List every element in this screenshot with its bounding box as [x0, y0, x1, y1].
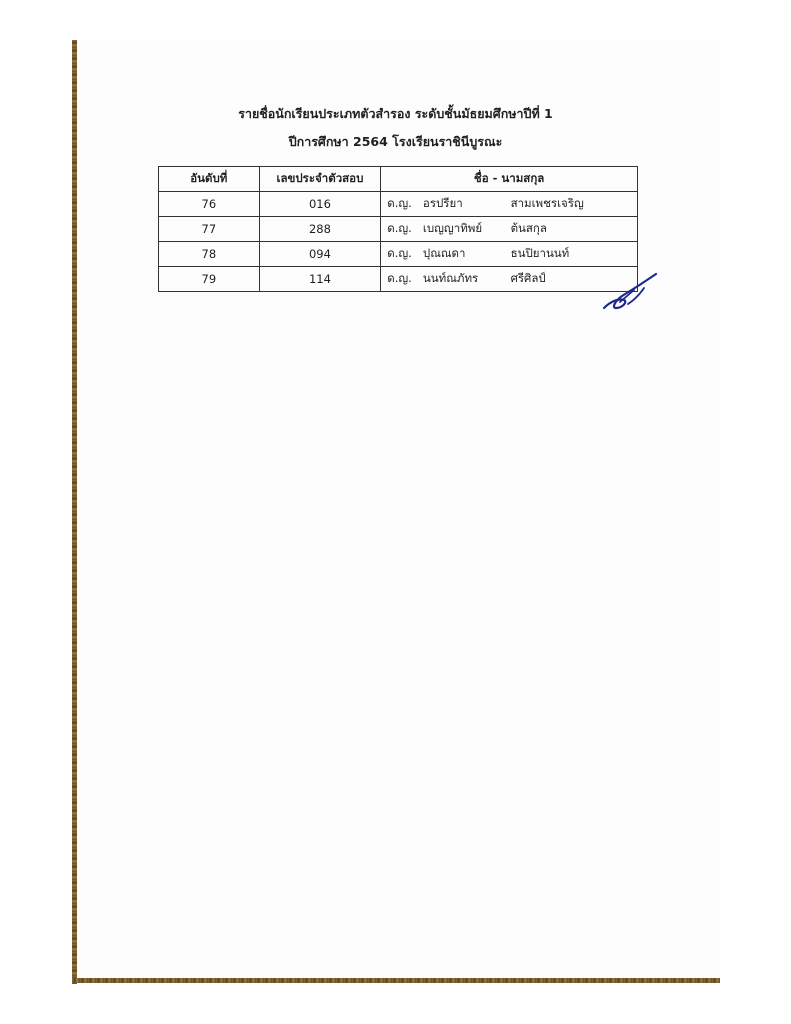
last-name: ธนปิยานนท์ [510, 246, 570, 260]
header-name: ชื่อ - นามสกุล [381, 167, 638, 192]
document-subtitle: ปีการศึกษา 2564 โรงเรียนราชินีบูรณะ [288, 134, 503, 149]
rank-cell: 76 [159, 192, 260, 217]
name-prefix: ด.ญ. [387, 196, 412, 210]
exam-id-cell: 114 [259, 267, 381, 292]
name-cell [381, 242, 638, 267]
name-cell [381, 192, 638, 217]
exam-id-cell: 094 [259, 242, 381, 267]
rank-cell: 77 [159, 217, 260, 242]
table-header-row [159, 167, 638, 192]
first-name: เบญญาทิพย์ [422, 221, 483, 235]
scan-bottom-edge [72, 978, 720, 983]
table-row [159, 192, 638, 217]
name-prefix: ด.ญ. [387, 221, 412, 235]
document-title: รายชื่อนักเรียนประเภทตัวสำรอง ระดับชั้นมัธยมศึกษาปีที่ 1 [238, 106, 553, 121]
first-name: นนท์ณภัทร [422, 271, 479, 285]
reserve-student-table [158, 166, 638, 292]
last-name: สามเพชรเจริญ [510, 196, 584, 210]
header-rank: อันดับที่ [159, 167, 260, 192]
handwritten-signature-icon [600, 272, 660, 314]
first-name: อรปรียา [422, 196, 463, 210]
rank-cell: 79 [159, 267, 260, 292]
header-exam-id: เลขประจำตัวสอบ [259, 167, 381, 192]
name-cell [381, 217, 638, 242]
name-cell [381, 267, 638, 292]
name-prefix: ด.ญ. [387, 246, 412, 260]
table-row [159, 217, 638, 242]
first-name: ปุณณดา [422, 246, 466, 260]
table-row [159, 267, 638, 292]
table-row [159, 242, 638, 267]
name-prefix: ด.ญ. [387, 271, 412, 285]
exam-id-cell: 288 [259, 217, 381, 242]
last-name: ต้นสกุล [510, 221, 547, 235]
rank-cell: 78 [159, 242, 260, 267]
last-name: ศรีศิลป์ [510, 271, 546, 285]
exam-id-cell: 016 [259, 192, 381, 217]
